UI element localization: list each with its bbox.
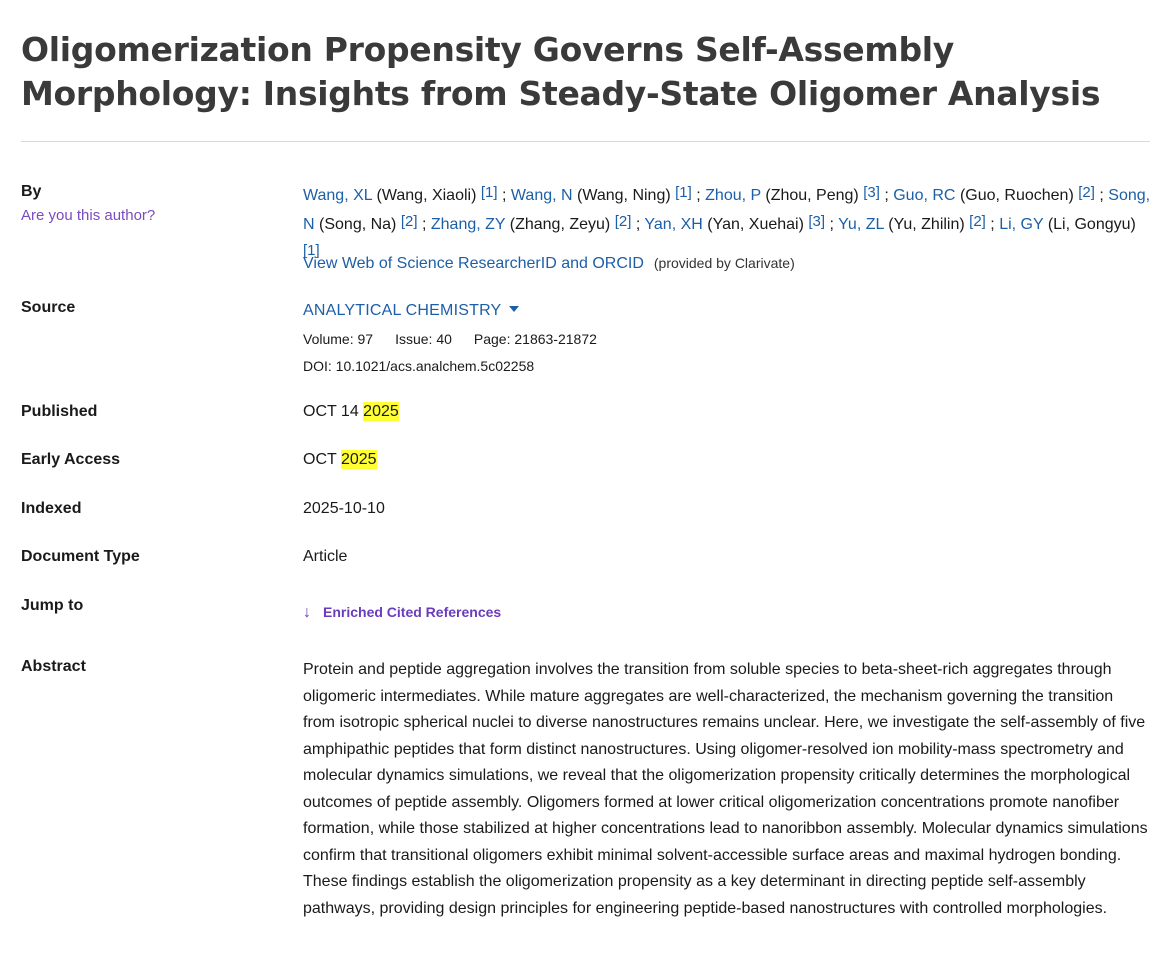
published-date xyxy=(303,403,399,421)
author-separator: ; xyxy=(825,216,839,233)
affiliation-ref[interactable]: [2] xyxy=(400,213,418,230)
affiliation-ref[interactable]: [1] xyxy=(303,242,320,259)
volume xyxy=(303,331,373,347)
author-fullname: (Song, Na) xyxy=(319,216,397,233)
journal-name: ANALYTICAL CHEMISTRY xyxy=(303,302,502,319)
author-fullname: (Wang, Ning) xyxy=(577,187,671,204)
early-access-date xyxy=(303,451,377,469)
author-separator: ; xyxy=(985,216,1000,233)
author-list xyxy=(303,180,1153,267)
author-fullname: (Zhang, Zeyu) xyxy=(509,216,611,233)
abstract-text: Protein and peptide aggregation involves the transition from soluble species to beta-sheet-rich aggregates through oligomeric intermediates. While mature aggregates are well-characterized, the mechanism governing the transition from isotropic spherical nuclei to diverse nanostructures remains unclear. Here, we investigate the self-assembly of five amphipathic peptides that form distinct nanostructures. Using oligomer-resolved ion mobility-mass spectrometry and molecular dynamics simulations, we reveal that the oligomerization propensity critically determines the morphological outcomes of peptide assembly. Oligomers formed at lower critical oligomerization concentrations promote nanofiber formation, while those stabilized at higher concentrations lead to nanoribbon assembly. Molecular dynamics simulations confirm that transitional oligomers exhibit minimal solvent-accessible surface areas and maximal hydrogen bonding. These findings establish the oligomerization propensity as a key determinant in directing peptide self-assembly pathways, providing design principles for engineering peptide-based nanostructures with controlled morphologies. xyxy=(303,661,1148,917)
are-you-author-link[interactable]: Are you this author? xyxy=(21,207,156,224)
doi-label: DOI: xyxy=(303,358,332,374)
page xyxy=(474,331,597,347)
title-divider xyxy=(21,141,1150,142)
label-indexed: Indexed xyxy=(21,500,82,517)
author-separator: ; xyxy=(417,216,431,233)
author-link[interactable]: Wang, XL xyxy=(303,187,373,204)
author-separator: ; xyxy=(1094,187,1109,204)
affiliation-ref[interactable]: [3] xyxy=(863,184,880,201)
author-link[interactable]: Zhang, ZY xyxy=(430,216,506,233)
author-item xyxy=(510,184,692,204)
caret-down-icon xyxy=(509,306,519,312)
page-value: 21863-21872 xyxy=(514,331,597,347)
issue xyxy=(395,331,452,347)
author-fullname: (Li, Gongyu) xyxy=(1047,216,1136,233)
author-item xyxy=(705,184,880,204)
volume-issue-page xyxy=(303,331,619,347)
author-link[interactable]: Li, GY xyxy=(999,216,1044,233)
label-published: Published xyxy=(21,403,98,420)
label-early-access: Early Access xyxy=(21,451,121,468)
published-year-highlight: 2025 xyxy=(363,403,399,420)
author-separator: ; xyxy=(497,187,511,204)
journal-dropdown[interactable] xyxy=(303,302,519,320)
affiliation-ref[interactable]: [1] xyxy=(675,184,692,201)
author-link[interactable]: Wang, N xyxy=(510,187,573,204)
author-fullname: (Wang, Xiaoli) xyxy=(376,187,477,204)
page-title: Oligomerization Propensity Governs Self-Assembly Morphology: Insights from Steady-State Oligomer Analysis xyxy=(21,30,1101,113)
author-separator: ; xyxy=(691,187,706,204)
author-fullname: (Guo, Ruochen) xyxy=(959,187,1074,204)
doi xyxy=(303,358,534,374)
early-access-year-highlight: 2025 xyxy=(340,451,377,468)
researcher-id-line xyxy=(303,255,795,273)
provided-by-note: (provided by Clarivate) xyxy=(653,255,795,271)
issue-label: Issue: xyxy=(395,331,433,347)
author-link[interactable]: Yan, XH xyxy=(644,216,703,233)
author-item xyxy=(838,213,986,233)
author-item xyxy=(893,184,1095,204)
published-prefix: OCT 14 xyxy=(303,403,364,420)
author-fullname: (Yu, Zhilin) xyxy=(888,216,965,233)
affiliation-ref[interactable]: [3] xyxy=(808,213,826,230)
affiliation-ref[interactable]: [1] xyxy=(480,184,498,201)
author-item xyxy=(430,213,632,233)
researcher-id-link[interactable]: View Web of Science ResearcherID and ORCID xyxy=(303,255,644,272)
affiliation-ref[interactable]: [2] xyxy=(969,213,986,230)
jump-link-label: Enriched Cited References xyxy=(323,604,502,620)
jump-enriched-cited-references[interactable] xyxy=(303,604,501,622)
author-link[interactable]: Yu, ZL xyxy=(838,216,884,233)
indexed-date: 2025-10-10 xyxy=(303,500,385,517)
label-source: Source xyxy=(21,299,76,316)
author-fullname: (Zhou, Peng) xyxy=(765,187,859,204)
arrow-down-icon: ↓ xyxy=(303,604,311,621)
page-label: Page: xyxy=(473,331,511,347)
author-separator: ; xyxy=(631,216,645,233)
author-item xyxy=(303,184,498,204)
author-fullname: (Yan, Xuehai) xyxy=(707,216,804,233)
affiliation-ref[interactable]: [2] xyxy=(614,213,632,230)
author-separator: ; xyxy=(879,187,894,204)
document-type-value: Article xyxy=(303,548,348,565)
label-document-type: Document Type xyxy=(21,548,140,565)
author-link[interactable]: Guo, RC xyxy=(893,187,956,204)
label-by: By xyxy=(21,183,42,200)
author-link[interactable]: Song, N xyxy=(303,187,1151,233)
issue-value: 40 xyxy=(436,331,452,347)
affiliation-ref[interactable]: [2] xyxy=(1078,184,1095,201)
label-abstract: Abstract xyxy=(21,658,86,675)
author-item xyxy=(644,213,826,233)
doi-value: 10.1021/acs.analchem.5c02258 xyxy=(335,358,535,374)
volume-label: Volume: xyxy=(303,331,354,347)
early-access-prefix: OCT xyxy=(303,451,341,468)
volume-value: 97 xyxy=(357,331,374,347)
author-link[interactable]: Zhou, P xyxy=(705,187,761,204)
label-jump-to: Jump to xyxy=(21,597,84,614)
